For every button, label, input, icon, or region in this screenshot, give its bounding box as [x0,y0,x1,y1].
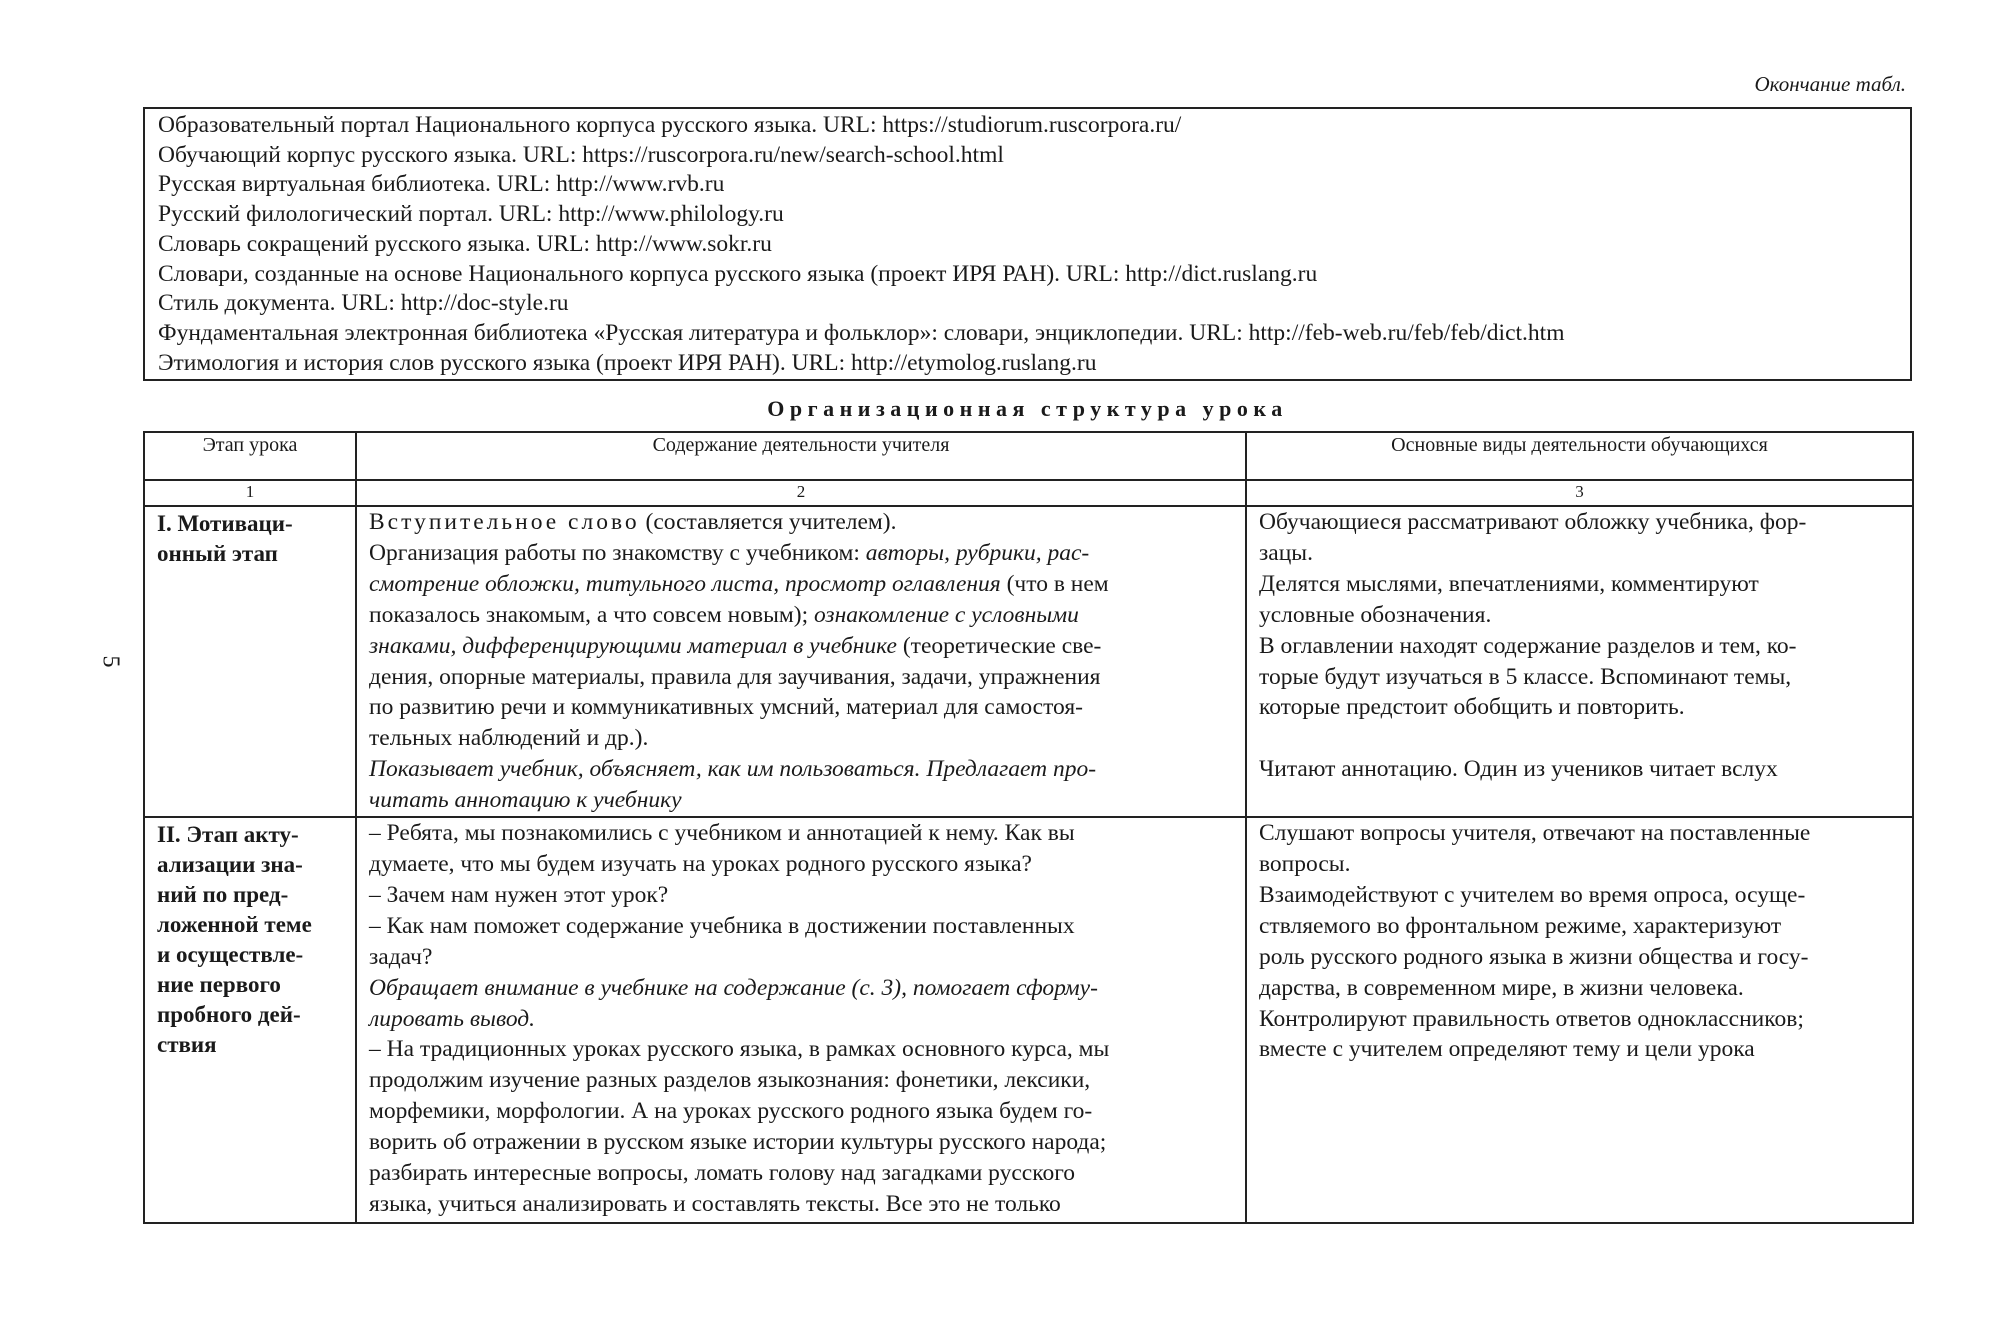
student-text-line: вместе с учителем определяют тему и цели урока [1259,1036,1755,1063]
text-segment: разбирать интересные вопросы, ломать голову над загадками русского [369,1160,1075,1187]
text-segment: (что в нем [1000,570,1109,597]
text-segment: смотрение обложки, титульного листа, просмотр оглавления [369,570,1001,597]
stage-name: II. Этап акту- ализации зна- ний по пред- ложенной теме и осуществле- ние первого пробного дей- ствия [157,822,312,1058]
teacher-text-line [369,1065,1235,1096]
resource-item: Обучающий корпус русского языка. URL: https://ruscorpora.ru/new/search-school.html [158,141,1004,168]
resource-item: Этимология и история слов русского языка (проект ИРЯ РАН). URL: http://etymolog.ruslang.ru [158,349,1097,376]
text-segment: авторы, рубрики, рас- [865,539,1090,566]
teacher-text-line [369,1127,1235,1158]
header-stage: Этап урока [144,432,356,480]
teacher-text-line [369,880,1235,911]
student-text-line: дарства, в современном мире, в жизни человека. [1259,974,1744,1001]
resource-item: Фундаментальная электронная библиотека «Русская литература и фольклор»: словари, энциклопедии. URL: http://feb-web.ru/feb/feb/dict.htm [158,319,1565,346]
student-text-line: Контролируют правильность ответов одноклассников; [1259,1005,1804,1032]
student-text-line: Слушают вопросы учителя, отвечают на поставленные [1259,820,1811,847]
text-segment: по развитию речи и коммуникативных умсний, материал для самостоя- [369,694,1083,721]
table-header-row [144,432,1913,480]
teacher-text-line [369,942,1235,973]
column-number: 3 [1246,480,1913,506]
teacher-text-line [369,600,1235,631]
resources-box [143,107,1912,381]
student-text-line: Обучающиеся рассматривают обложку учебника, фор- [1259,509,1807,535]
resource-item: Русская виртуальная библиотека. URL: http://www.rvb.ru [158,171,725,198]
text-segment: читать аннотацию к учебнику [369,787,682,814]
student-text-line: ствляемого во фронтальном режиме, характеризуют [1259,912,1782,939]
table-row [144,817,1913,1223]
page-number: 5 [97,655,124,668]
teacher-activity-cell [356,506,1246,817]
text-segment: – На традиционных уроках русского языка, в рамках основного курса, мы [369,1036,1110,1063]
text-segment: – Зачем нам нужен этот урок? [369,881,669,908]
resource-item: Словарь сокращений русского языка. URL: http://www.sokr.ru [158,230,772,257]
text-segment: показалось знакомым, а что совсем новым); [369,601,814,628]
teacher-text-line [369,538,1235,569]
text-segment: морфемики, морфологии. А на уроках русского родного языка будем го- [369,1098,1093,1125]
teacher-activity-cell [356,817,1246,1223]
student-text-line: зацы. [1259,539,1313,566]
teacher-text-line [369,1096,1235,1127]
column-number: 2 [356,480,1246,506]
text-segment: Показывает учебник, объясняет, как им пользоваться. Предлагает про- [369,756,1097,783]
column-number-row [144,480,1913,506]
column-number: 1 [144,480,356,506]
teacher-text-line [369,692,1235,723]
student-text-line: Взаимодействуют с учителем во время опроса, осуще- [1259,881,1806,908]
text-segment: (теоретические све- [896,632,1102,659]
teacher-text-line [369,785,1235,816]
text-segment: дения, опорные материалы, правила для заучивания, задачи, упражнения [369,663,1101,690]
table-continuation-caption: Окончание табл. [1754,72,1906,96]
text-segment: (составляется учителем). [639,509,897,535]
table-row [144,506,1913,817]
teacher-text-line [369,911,1235,942]
text-segment: задач? [369,943,433,970]
student-activity-cell [1246,817,1913,1223]
teacher-text-line [369,507,1235,538]
text-segment: знаками, дифференцирующими материал в учебнике [369,632,897,659]
teacher-text-line [369,973,1235,1004]
student-text-line: которые предстоит обобщить и повторить. [1259,694,1685,721]
lesson-structure-table [143,431,1914,1224]
text-segment: ознакомление с условными [813,601,1079,628]
section-title: Организационная структура урока [767,396,1288,421]
text-segment: думаете, что мы будем изучать на уроках родного русского языка? [369,850,1032,877]
text-segment: лировать вывод. [369,1005,536,1032]
text-segment: тельных наблюдений и др.). [369,725,649,752]
student-text-line: торые будут изучаться в 5 классе. Вспоминают темы, [1259,663,1792,690]
text-segment: продолжим изучение разных разделов языкознания: фонетики, лексики, [369,1067,1091,1094]
teacher-text-line [369,662,1235,693]
text-segment: языка, учиться анализировать и составлять тексты. Все это не только [369,1190,1061,1217]
text-segment: – Ребята, мы познакомились с учебником и аннотацией к нему. Как вы [369,820,1075,847]
student-text-line: Делятся мыслями, впечатлениями, комментируют [1259,570,1759,597]
teacher-text-line [369,1189,1235,1220]
text-segment: Организация работы по знакомству с учебником: [369,539,866,566]
teacher-text-line [369,818,1235,849]
teacher-text-line [369,849,1235,880]
teacher-text-line [369,1158,1235,1189]
student-activity-cell [1246,506,1913,817]
resource-item: Стиль документа. URL: http://doc-style.ru [158,290,569,317]
resource-item: Русский филологический портал. URL: http://www.philology.ru [158,201,784,228]
header-student-activity: Основные виды деятельности обучающихся [1246,432,1913,480]
header-teacher-activity: Содержание деятельности учителя [356,432,1246,480]
student-text-line: Читают аннотацию. Один из учеников читает вслух [1259,756,1778,783]
text-segment: Обращает внимание в учебнике на содержание (с. 3), помогает сформу- [369,974,1098,1001]
resource-item: Образовательный портал Национального корпуса русского языка. URL: https://studiorum.ruscorpora.ru/ [158,112,1182,138]
teacher-text-line [369,1034,1235,1065]
text-segment: – Как нам поможет содержание учебника в достижении поставленных [369,912,1075,939]
stage-cell [144,506,356,817]
student-text-line: вопросы. [1259,850,1351,877]
text-segment: Вступительное слово [369,509,640,535]
student-text-line [1259,723,1902,754]
teacher-text-line [369,1004,1235,1035]
stage-name: I. Мотиваци- онный этап [157,511,293,566]
teacher-text-line [369,723,1235,754]
text-segment: ворить об отражении в русском языке истории культуры русского народа; [369,1129,1107,1156]
student-text-line: условные обозначения. [1259,601,1492,628]
teacher-text-line [369,754,1235,785]
stage-cell [144,817,356,1223]
student-text-line: роль русского родного языка в жизни общества и госу- [1259,943,1809,970]
resource-item: Словари, созданные на основе Национального корпуса русского языка (проект ИРЯ РАН). URL: http://dict.ruslang.ru [158,260,1318,287]
teacher-text-line [369,569,1235,600]
teacher-text-line [369,631,1235,662]
student-text-line: В оглавлении находят содержание разделов и тем, ко- [1259,632,1797,659]
